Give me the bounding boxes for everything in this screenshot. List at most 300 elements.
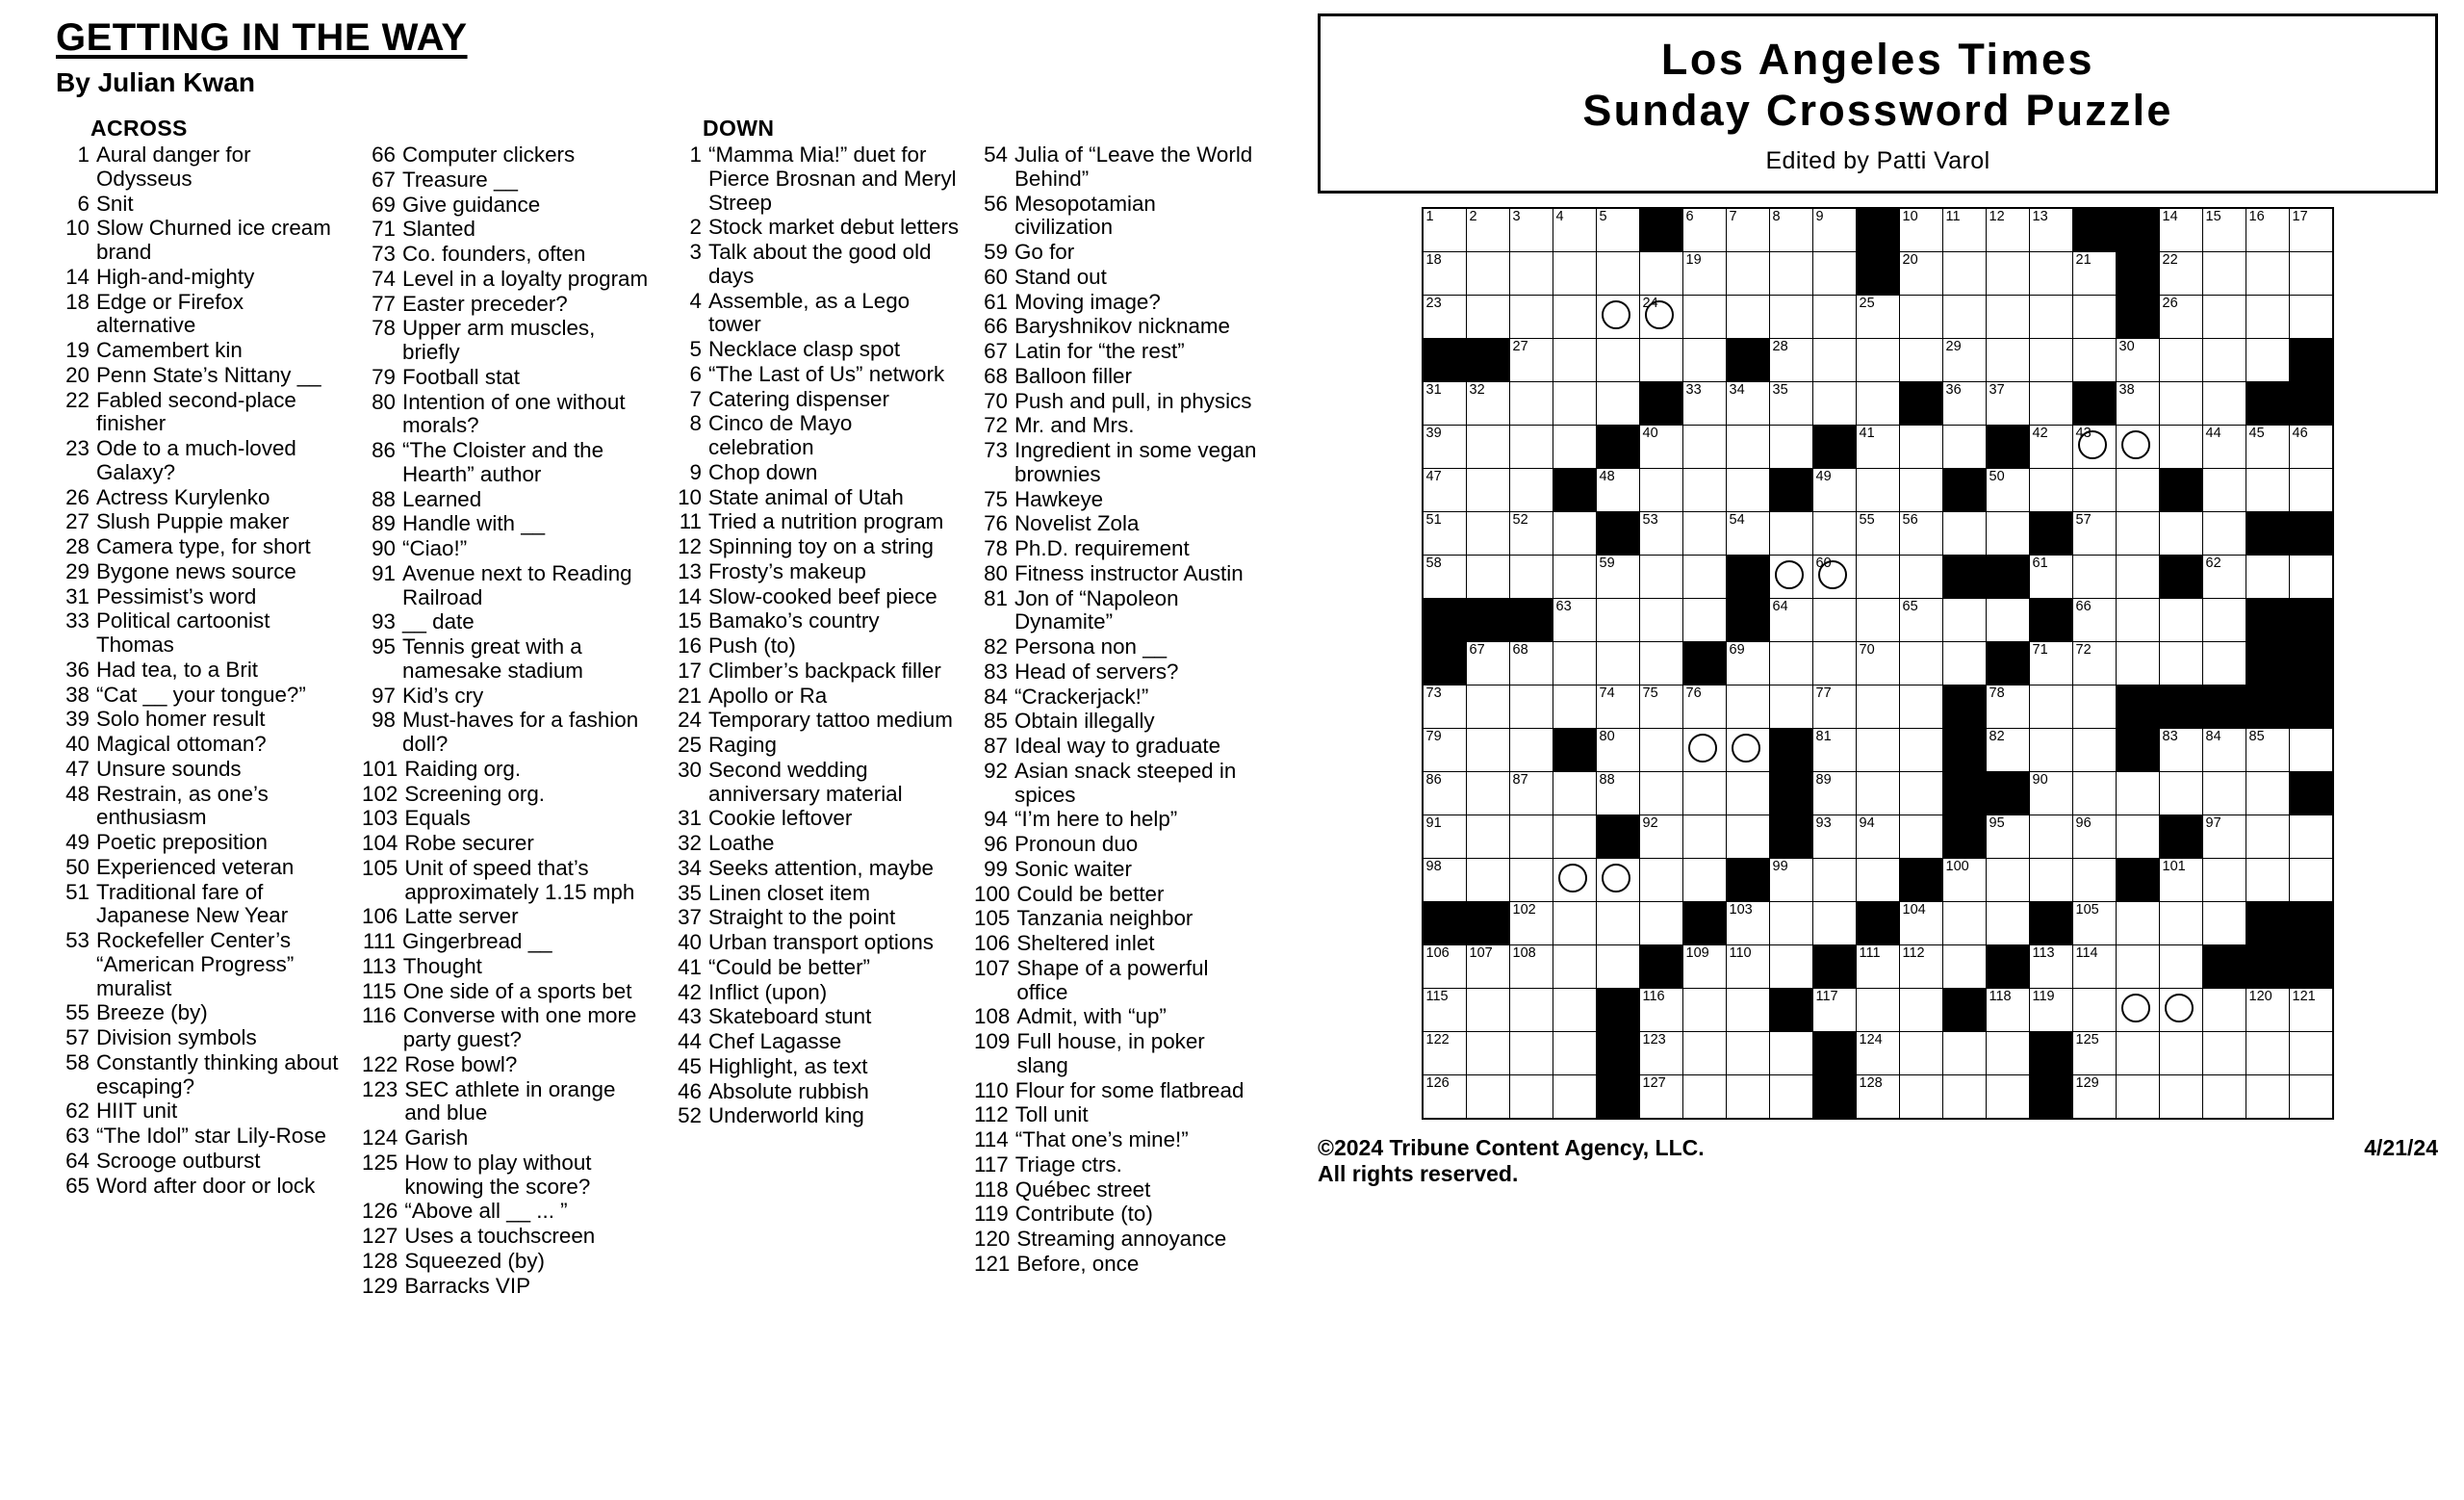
grid-cell[interactable] <box>2117 512 2160 556</box>
grid-cell[interactable] <box>1597 729 1640 772</box>
grid-cell[interactable] <box>2160 339 2203 382</box>
grid-cell[interactable] <box>1813 556 1857 599</box>
grid-cell[interactable] <box>1467 642 1510 685</box>
grid-cell[interactable] <box>1423 426 1467 469</box>
grid-cell[interactable] <box>1987 902 2030 945</box>
grid-cell[interactable] <box>1423 945 1467 989</box>
grid-cell[interactable] <box>1813 469 1857 512</box>
grid-cell[interactable] <box>2290 296 2334 339</box>
grid-cell[interactable] <box>1727 1032 1770 1075</box>
grid-cell[interactable] <box>1813 772 1857 815</box>
grid-cell[interactable] <box>1467 208 1510 252</box>
grid-cell[interactable] <box>2117 1032 2160 1075</box>
grid-cell[interactable] <box>2203 729 2246 772</box>
grid-cell[interactable] <box>2160 1075 2203 1120</box>
grid-cell[interactable] <box>1423 685 1467 729</box>
grid-cell[interactable] <box>2073 989 2117 1032</box>
grid-cell[interactable] <box>1510 1075 1553 1120</box>
grid-cell[interactable] <box>1510 772 1553 815</box>
grid-cell[interactable] <box>1813 339 1857 382</box>
grid-cell[interactable] <box>2117 989 2160 1032</box>
grid-cell[interactable] <box>1900 599 1943 642</box>
grid-cell[interactable] <box>1510 382 1553 426</box>
grid-cell[interactable] <box>2030 772 2073 815</box>
grid-cell[interactable] <box>1770 556 1813 599</box>
grid-cell[interactable] <box>2073 469 2117 512</box>
grid-cell[interactable] <box>1727 945 1770 989</box>
grid-cell[interactable] <box>2073 512 2117 556</box>
grid-cell[interactable] <box>1987 685 2030 729</box>
grid-cell[interactable] <box>2203 1075 2246 1120</box>
grid-cell[interactable] <box>1987 296 2030 339</box>
grid-cell[interactable] <box>2117 469 2160 512</box>
grid-cell[interactable] <box>1510 685 1553 729</box>
grid-cell[interactable] <box>1467 815 1510 859</box>
grid-cell[interactable] <box>1943 512 1987 556</box>
grid-cell[interactable] <box>2203 815 2246 859</box>
grid-cell[interactable] <box>1727 902 1770 945</box>
grid-cell[interactable] <box>1467 685 1510 729</box>
grid-cell[interactable] <box>1510 512 1553 556</box>
grid-cell[interactable] <box>2203 556 2246 599</box>
grid-cell[interactable] <box>1857 729 1900 772</box>
grid-cell[interactable] <box>2073 556 2117 599</box>
grid-cell[interactable] <box>2030 426 2073 469</box>
grid-cell[interactable] <box>1510 859 1553 902</box>
grid-cell[interactable] <box>1423 1075 1467 1120</box>
grid-cell[interactable] <box>2246 815 2290 859</box>
grid-cell[interactable] <box>1640 512 1683 556</box>
grid-cell[interactable] <box>1770 859 1813 902</box>
grid-cell[interactable] <box>2290 729 2334 772</box>
grid-cell[interactable] <box>2030 989 2073 1032</box>
grid-cell[interactable] <box>1683 208 1727 252</box>
grid-cell[interactable] <box>1770 642 1813 685</box>
grid-cell[interactable] <box>1813 252 1857 296</box>
grid-cell[interactable] <box>1467 729 1510 772</box>
grid-cell[interactable] <box>1727 989 1770 1032</box>
grid-cell[interactable] <box>1943 252 1987 296</box>
grid-cell[interactable] <box>1467 382 1510 426</box>
grid-cell[interactable] <box>1423 772 1467 815</box>
grid-cell[interactable] <box>1857 426 1900 469</box>
grid-cell[interactable] <box>1683 815 1727 859</box>
grid-cell[interactable] <box>2030 469 2073 512</box>
grid-cell[interactable] <box>2160 512 2203 556</box>
grid-cell[interactable] <box>1943 382 1987 426</box>
grid-cell[interactable] <box>2160 729 2203 772</box>
grid-cell[interactable] <box>1683 1032 1727 1075</box>
grid-cell[interactable] <box>1943 642 1987 685</box>
grid-cell[interactable] <box>2160 945 2203 989</box>
grid-cell[interactable] <box>2117 599 2160 642</box>
grid-cell[interactable] <box>1770 1075 1813 1120</box>
grid-cell[interactable] <box>1423 815 1467 859</box>
grid-cell[interactable] <box>1987 208 2030 252</box>
grid-cell[interactable] <box>1900 729 1943 772</box>
grid-cell[interactable] <box>1770 339 1813 382</box>
grid-cell[interactable] <box>1597 772 1640 815</box>
grid-cell[interactable] <box>1857 989 1900 1032</box>
grid-cell[interactable] <box>2030 945 2073 989</box>
grid-cell[interactable] <box>2073 945 2117 989</box>
grid-cell[interactable] <box>2030 642 2073 685</box>
grid-cell[interactable] <box>2203 252 2246 296</box>
grid-cell[interactable] <box>2073 902 2117 945</box>
grid-cell[interactable] <box>1900 989 1943 1032</box>
grid-cell[interactable] <box>1597 208 1640 252</box>
grid-cell[interactable] <box>1597 599 1640 642</box>
grid-cell[interactable] <box>2117 815 2160 859</box>
grid-cell[interactable] <box>1943 339 1987 382</box>
grid-cell[interactable] <box>1597 252 1640 296</box>
grid-cell[interactable] <box>1467 469 1510 512</box>
grid-cell[interactable] <box>2246 296 2290 339</box>
grid-cell[interactable] <box>1727 296 1770 339</box>
grid-cell[interactable] <box>1727 642 1770 685</box>
grid-cell[interactable] <box>1727 512 1770 556</box>
grid-cell[interactable] <box>2030 556 2073 599</box>
grid-cell[interactable] <box>1683 382 1727 426</box>
grid-cell[interactable] <box>1683 859 1727 902</box>
grid-cell[interactable] <box>1467 512 1510 556</box>
grid-cell[interactable] <box>2246 469 2290 512</box>
grid-cell[interactable] <box>2160 772 2203 815</box>
grid-cell[interactable] <box>1943 296 1987 339</box>
grid-cell[interactable] <box>1727 426 1770 469</box>
grid-cell[interactable] <box>2073 252 2117 296</box>
grid-cell[interactable] <box>1423 382 1467 426</box>
grid-cell[interactable] <box>2160 1032 2203 1075</box>
grid-cell[interactable] <box>1770 208 1813 252</box>
grid-cell[interactable] <box>1597 382 1640 426</box>
grid-cell[interactable] <box>1987 512 2030 556</box>
grid-cell[interactable] <box>1770 945 1813 989</box>
grid-cell[interactable] <box>1597 945 1640 989</box>
grid-cell[interactable] <box>1640 426 1683 469</box>
grid-cell[interactable] <box>1900 815 1943 859</box>
grid-cell[interactable] <box>1553 382 1597 426</box>
grid-cell[interactable] <box>1640 1032 1683 1075</box>
grid-cell[interactable] <box>1423 1032 1467 1075</box>
grid-cell[interactable] <box>2246 772 2290 815</box>
grid-cell[interactable] <box>2290 252 2334 296</box>
grid-cell[interactable] <box>2203 989 2246 1032</box>
grid-cell[interactable] <box>2203 1032 2246 1075</box>
grid-cell[interactable] <box>1813 382 1857 426</box>
grid-cell[interactable] <box>1900 252 1943 296</box>
grid-cell[interactable] <box>1510 208 1553 252</box>
grid-cell[interactable] <box>2246 252 2290 296</box>
grid-cell[interactable] <box>1640 685 1683 729</box>
grid-cell[interactable] <box>1640 469 1683 512</box>
grid-cell[interactable] <box>1683 685 1727 729</box>
grid-cell[interactable] <box>1987 382 2030 426</box>
crossword-grid[interactable] <box>1422 207 2334 1120</box>
grid-cell[interactable] <box>1900 642 1943 685</box>
grid-cell[interactable] <box>1987 859 2030 902</box>
grid-cell[interactable] <box>1423 469 1467 512</box>
grid-cell[interactable] <box>1553 989 1597 1032</box>
grid-cell[interactable] <box>1987 1032 2030 1075</box>
grid-cell[interactable] <box>1510 1032 1553 1075</box>
grid-cell[interactable] <box>1683 252 1727 296</box>
grid-cell[interactable] <box>1640 556 1683 599</box>
grid-cell[interactable] <box>1640 815 1683 859</box>
grid-cell[interactable] <box>2117 426 2160 469</box>
grid-cell[interactable] <box>1770 1032 1813 1075</box>
grid-cell[interactable] <box>1727 252 1770 296</box>
grid-cell[interactable] <box>1423 729 1467 772</box>
grid-cell[interactable] <box>1683 556 1727 599</box>
grid-cell[interactable] <box>1683 296 1727 339</box>
grid-cell[interactable] <box>1553 512 1597 556</box>
grid-cell[interactable] <box>2073 426 2117 469</box>
grid-cell[interactable] <box>2073 296 2117 339</box>
grid-cell[interactable] <box>2117 1075 2160 1120</box>
grid-cell[interactable] <box>1770 296 1813 339</box>
grid-cell[interactable] <box>1553 1075 1597 1120</box>
grid-cell[interactable] <box>1857 642 1900 685</box>
grid-cell[interactable] <box>1510 426 1553 469</box>
grid-cell[interactable] <box>1813 599 1857 642</box>
grid-cell[interactable] <box>2117 772 2160 815</box>
grid-cell[interactable] <box>1900 339 1943 382</box>
grid-cell[interactable] <box>1640 772 1683 815</box>
grid-cell[interactable] <box>2203 296 2246 339</box>
grid-cell[interactable] <box>2246 859 2290 902</box>
grid-cell[interactable] <box>1597 556 1640 599</box>
grid-cell[interactable] <box>2160 208 2203 252</box>
grid-cell[interactable] <box>1727 729 1770 772</box>
grid-cell[interactable] <box>2290 469 2334 512</box>
grid-cell[interactable] <box>1423 296 1467 339</box>
grid-cell[interactable] <box>1857 556 1900 599</box>
grid-cell[interactable] <box>1813 729 1857 772</box>
grid-cell[interactable] <box>2246 339 2290 382</box>
grid-cell[interactable] <box>1900 512 1943 556</box>
grid-cell[interactable] <box>1467 945 1510 989</box>
grid-cell[interactable] <box>1987 469 2030 512</box>
grid-cell[interactable] <box>1423 512 1467 556</box>
grid-cell[interactable] <box>2030 685 2073 729</box>
grid-cell[interactable] <box>1597 685 1640 729</box>
grid-cell[interactable] <box>2203 772 2246 815</box>
grid-cell[interactable] <box>1640 729 1683 772</box>
grid-cell[interactable] <box>1683 772 1727 815</box>
grid-cell[interactable] <box>2073 1075 2117 1120</box>
grid-cell[interactable] <box>1553 208 1597 252</box>
grid-cell[interactable] <box>1423 252 1467 296</box>
grid-cell[interactable] <box>2290 815 2334 859</box>
grid-cell[interactable] <box>1813 989 1857 1032</box>
grid-cell[interactable] <box>2160 426 2203 469</box>
grid-cell[interactable] <box>2117 339 2160 382</box>
grid-cell[interactable] <box>1987 989 2030 1032</box>
grid-cell[interactable] <box>1813 815 1857 859</box>
grid-cell[interactable] <box>2030 382 2073 426</box>
grid-cell[interactable] <box>2117 945 2160 989</box>
grid-cell[interactable] <box>1857 339 1900 382</box>
grid-cell[interactable] <box>2246 426 2290 469</box>
grid-cell[interactable] <box>1813 902 1857 945</box>
grid-cell[interactable] <box>2160 902 2203 945</box>
grid-cell[interactable] <box>2073 339 2117 382</box>
grid-cell[interactable] <box>2030 859 2073 902</box>
grid-cell[interactable] <box>1640 252 1683 296</box>
grid-cell[interactable] <box>1553 902 1597 945</box>
grid-cell[interactable] <box>1813 296 1857 339</box>
grid-cell[interactable] <box>2290 556 2334 599</box>
grid-cell[interactable] <box>1553 1032 1597 1075</box>
grid-cell[interactable] <box>1857 859 1900 902</box>
grid-cell[interactable] <box>1943 208 1987 252</box>
grid-cell[interactable] <box>1770 599 1813 642</box>
grid-cell[interactable] <box>1553 642 1597 685</box>
grid-cell[interactable] <box>1683 469 1727 512</box>
grid-cell[interactable] <box>1510 339 1553 382</box>
grid-cell[interactable] <box>1900 296 1943 339</box>
grid-cell[interactable] <box>1640 642 1683 685</box>
grid-cell[interactable] <box>1553 252 1597 296</box>
grid-cell[interactable] <box>1987 339 2030 382</box>
grid-cell[interactable] <box>1813 512 1857 556</box>
grid-cell[interactable] <box>1467 556 1510 599</box>
grid-cell[interactable] <box>2290 208 2334 252</box>
grid-cell[interactable] <box>1510 815 1553 859</box>
grid-cell[interactable] <box>1510 902 1553 945</box>
grid-cell[interactable] <box>1467 859 1510 902</box>
grid-cell[interactable] <box>1683 426 1727 469</box>
grid-cell[interactable] <box>2246 729 2290 772</box>
grid-cell[interactable] <box>1553 556 1597 599</box>
grid-cell[interactable] <box>2203 512 2246 556</box>
grid-cell[interactable] <box>2246 208 2290 252</box>
grid-cell[interactable] <box>1900 1075 1943 1120</box>
grid-cell[interactable] <box>2203 339 2246 382</box>
grid-cell[interactable] <box>1423 556 1467 599</box>
grid-cell[interactable] <box>1683 945 1727 989</box>
grid-cell[interactable] <box>2030 252 2073 296</box>
grid-cell[interactable] <box>1857 382 1900 426</box>
grid-cell[interactable] <box>1900 685 1943 729</box>
grid-cell[interactable] <box>1553 772 1597 815</box>
grid-cell[interactable] <box>1683 599 1727 642</box>
grid-cell[interactable] <box>1597 902 1640 945</box>
grid-cell[interactable] <box>2203 382 2246 426</box>
grid-cell[interactable] <box>1857 685 1900 729</box>
grid-cell[interactable] <box>1813 685 1857 729</box>
grid-cell[interactable] <box>1770 252 1813 296</box>
grid-cell[interactable] <box>2117 382 2160 426</box>
grid-cell[interactable] <box>1727 382 1770 426</box>
grid-cell[interactable] <box>1510 729 1553 772</box>
grid-cell[interactable] <box>2030 815 2073 859</box>
grid-cell[interactable] <box>1510 945 1553 989</box>
grid-cell[interactable] <box>1770 902 1813 945</box>
grid-cell[interactable] <box>2030 339 2073 382</box>
grid-cell[interactable] <box>2073 642 2117 685</box>
grid-cell[interactable] <box>1553 945 1597 989</box>
grid-cell[interactable] <box>1900 556 1943 599</box>
grid-cell[interactable] <box>1727 685 1770 729</box>
grid-cell[interactable] <box>2203 599 2246 642</box>
grid-cell[interactable] <box>1900 902 1943 945</box>
grid-cell[interactable] <box>1857 1075 1900 1120</box>
grid-cell[interactable] <box>2073 772 2117 815</box>
grid-cell[interactable] <box>1467 1075 1510 1120</box>
grid-cell[interactable] <box>1510 296 1553 339</box>
grid-cell[interactable] <box>1510 469 1553 512</box>
grid-cell[interactable] <box>1640 599 1683 642</box>
grid-cell[interactable] <box>1510 642 1553 685</box>
grid-cell[interactable] <box>2290 1075 2334 1120</box>
grid-cell[interactable] <box>2030 296 2073 339</box>
grid-cell[interactable] <box>1683 989 1727 1032</box>
grid-cell[interactable] <box>1597 296 1640 339</box>
grid-cell[interactable] <box>2117 642 2160 685</box>
grid-cell[interactable] <box>1510 252 1553 296</box>
grid-cell[interactable] <box>1510 556 1553 599</box>
grid-cell[interactable] <box>1467 426 1510 469</box>
grid-cell[interactable] <box>2290 989 2334 1032</box>
grid-cell[interactable] <box>1943 859 1987 902</box>
grid-cell[interactable] <box>1770 426 1813 469</box>
grid-cell[interactable] <box>2160 642 2203 685</box>
grid-cell[interactable] <box>2160 296 2203 339</box>
grid-cell[interactable] <box>1467 252 1510 296</box>
grid-cell[interactable] <box>1857 296 1900 339</box>
grid-cell[interactable] <box>1900 1032 1943 1075</box>
grid-cell[interactable] <box>2203 859 2246 902</box>
grid-cell[interactable] <box>2203 902 2246 945</box>
grid-cell[interactable] <box>1943 902 1987 945</box>
grid-cell[interactable] <box>1597 339 1640 382</box>
grid-cell[interactable] <box>1640 339 1683 382</box>
grid-cell[interactable] <box>1857 945 1900 989</box>
grid-cell[interactable] <box>2117 902 2160 945</box>
grid-cell[interactable] <box>1597 859 1640 902</box>
grid-cell[interactable] <box>1683 512 1727 556</box>
grid-cell[interactable] <box>1467 1032 1510 1075</box>
grid-cell[interactable] <box>1553 599 1597 642</box>
grid-cell[interactable] <box>1683 729 1727 772</box>
grid-cell[interactable] <box>1553 685 1597 729</box>
grid-cell[interactable] <box>1683 1075 1727 1120</box>
grid-cell[interactable] <box>1943 1032 1987 1075</box>
grid-cell[interactable] <box>1727 1075 1770 1120</box>
grid-cell[interactable] <box>1943 945 1987 989</box>
grid-cell[interactable] <box>1987 1075 2030 1120</box>
grid-cell[interactable] <box>1467 296 1510 339</box>
grid-cell[interactable] <box>1727 772 1770 815</box>
grid-cell[interactable] <box>1857 1032 1900 1075</box>
grid-cell[interactable] <box>1553 815 1597 859</box>
grid-cell[interactable] <box>2246 556 2290 599</box>
grid-cell[interactable] <box>1943 599 1987 642</box>
grid-cell[interactable] <box>1553 426 1597 469</box>
grid-cell[interactable] <box>1640 296 1683 339</box>
grid-cell[interactable] <box>2073 1032 2117 1075</box>
grid-cell[interactable] <box>1857 772 1900 815</box>
grid-cell[interactable] <box>2073 815 2117 859</box>
grid-cell[interactable] <box>1813 208 1857 252</box>
grid-cell[interactable] <box>2246 1075 2290 1120</box>
grid-cell[interactable] <box>1553 296 1597 339</box>
grid-cell[interactable] <box>2203 642 2246 685</box>
grid-cell[interactable] <box>1987 252 2030 296</box>
grid-cell[interactable] <box>2073 599 2117 642</box>
